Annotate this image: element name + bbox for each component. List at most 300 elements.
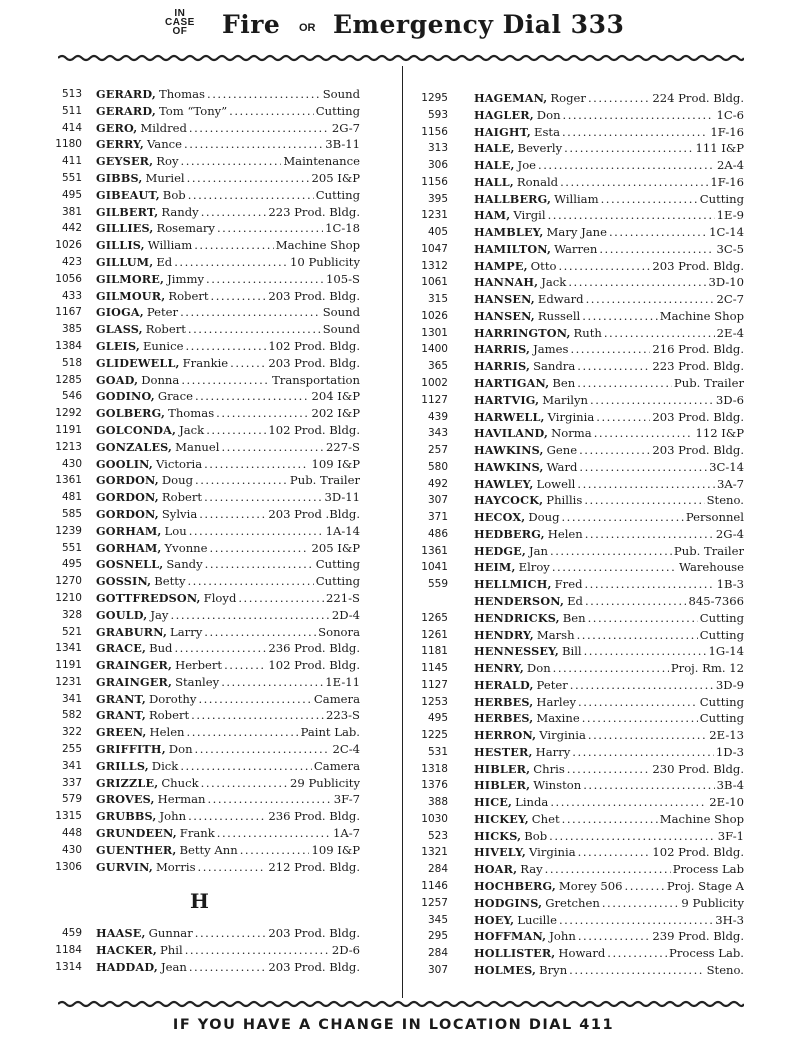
first-name: Maxine <box>536 711 580 726</box>
extension-number: 1146 <box>421 879 448 892</box>
entry-text <box>96 355 360 372</box>
first-name: Elroy <box>518 560 550 575</box>
last-name: HAASE, <box>96 926 146 941</box>
extension-number: 1285 <box>55 373 82 386</box>
entry-text <box>474 744 744 761</box>
first-name: Ward <box>546 459 578 474</box>
first-name: Esta <box>534 124 560 139</box>
leader-dots <box>563 107 715 124</box>
directory-entry <box>406 576 744 593</box>
extension-number: 1261 <box>421 628 448 641</box>
last-name: GOSSIN, <box>96 574 152 589</box>
directory-entry <box>406 660 744 677</box>
first-name: Betty <box>154 574 186 589</box>
last-name: HAMPE, <box>474 258 528 273</box>
directory-entry <box>40 791 360 808</box>
first-name: Jan <box>528 543 549 558</box>
entry-text <box>474 643 744 660</box>
directory-entry <box>40 959 360 976</box>
entry-text <box>474 912 744 929</box>
directory-entry <box>406 107 744 124</box>
location: Cutting <box>699 694 744 709</box>
directory-entry <box>406 274 744 291</box>
left-entry-list-h <box>40 925 360 975</box>
extension-number: 430 <box>61 457 82 470</box>
extension-number: 579 <box>61 793 82 806</box>
leader-dots <box>188 573 314 590</box>
leader-dots <box>195 388 310 405</box>
leader-dots <box>625 878 665 895</box>
location: Cutting <box>315 103 360 118</box>
location: 3C-5 <box>716 241 744 256</box>
entry-text <box>96 573 360 590</box>
leader-dots <box>211 288 267 305</box>
last-name: GRIFFITH, <box>96 742 166 757</box>
leader-dots <box>204 489 322 506</box>
entry-text <box>474 811 744 828</box>
directory-entry <box>40 942 360 959</box>
leader-dots <box>199 506 266 523</box>
directory-entry <box>406 878 744 895</box>
first-name: Gretchen <box>545 895 600 910</box>
entry-text <box>474 442 744 459</box>
entry-text <box>474 274 744 291</box>
last-name: GLEIS, <box>96 338 140 353</box>
directory-entry <box>40 775 360 792</box>
entry-text <box>96 741 360 758</box>
entry-text <box>474 945 744 962</box>
leader-dots <box>184 136 323 153</box>
directory-entry <box>40 724 360 741</box>
first-name: Norma <box>551 426 592 441</box>
last-name: HALE, <box>474 158 515 173</box>
first-name: Herbert <box>175 658 223 673</box>
entry-text <box>474 660 744 677</box>
directory-entry <box>406 442 744 459</box>
extension-number: 414 <box>61 121 82 134</box>
first-name: Gunnar <box>148 926 193 941</box>
last-name: HANSEN, <box>474 308 535 323</box>
extension-number: 1145 <box>421 662 448 675</box>
entry-text <box>474 207 744 224</box>
extension-number: 1257 <box>421 896 448 909</box>
extension-number: 531 <box>427 745 448 758</box>
directory-entry <box>40 707 360 724</box>
entry-text <box>96 590 360 607</box>
entry-text <box>474 107 744 124</box>
location: Sound <box>322 305 360 320</box>
leader-dots <box>187 170 310 187</box>
extension-number: 1156 <box>421 125 448 138</box>
last-name: GOSNELL, <box>96 557 164 572</box>
last-name: HAM, <box>474 208 511 223</box>
extension-number: 495 <box>427 712 448 725</box>
entry-text <box>96 204 360 221</box>
extension-number: 430 <box>61 843 82 856</box>
first-name: Ray <box>520 862 543 877</box>
first-name: Ed <box>156 254 173 269</box>
last-name: GONZALES, <box>96 439 173 454</box>
directory-entry <box>406 459 744 476</box>
last-name: GRAINGER, <box>96 658 173 673</box>
entry-text <box>96 405 360 422</box>
extension-number: 1231 <box>421 209 448 222</box>
leader-dots <box>585 576 715 593</box>
directory-entry <box>40 422 360 439</box>
leader-dots <box>189 959 266 976</box>
first-name: Edward <box>537 292 584 307</box>
leader-dots <box>221 439 324 456</box>
leader-dots <box>224 657 266 674</box>
last-name: HAGLER, <box>474 107 534 122</box>
entry-text <box>96 86 360 103</box>
column-divider <box>402 66 403 998</box>
last-name: HEIM, <box>474 560 516 575</box>
leader-dots <box>205 556 314 573</box>
first-name: Ben <box>552 376 576 391</box>
entry-text <box>474 492 744 509</box>
extension-number: 313 <box>427 142 448 155</box>
directory-entry <box>406 643 744 660</box>
directory-entry <box>40 808 360 825</box>
location: 223 Prod. Bldg. <box>652 359 744 374</box>
first-name: Bud <box>149 641 173 656</box>
location: Cutting <box>315 574 360 589</box>
last-name: GRIZZLE, <box>96 775 159 790</box>
location: 223-S <box>326 708 360 723</box>
leader-dots <box>204 456 309 473</box>
location: 221-S <box>326 590 360 605</box>
location: 3C-14 <box>709 459 744 474</box>
last-name: HARWELL, <box>474 409 545 424</box>
first-name: Chris <box>533 761 565 776</box>
entry-text <box>96 187 360 204</box>
leader-dots <box>195 925 267 942</box>
extension-number: 307 <box>427 494 448 507</box>
directory-entry <box>406 777 744 794</box>
leader-dots <box>582 710 698 727</box>
location: 236 Prod. Bldg. <box>268 809 360 824</box>
directory-entry <box>406 409 744 426</box>
location: 3H-3 <box>715 912 744 927</box>
location: 203 Prod. Bldg. <box>268 960 360 975</box>
directory-entry <box>406 895 744 912</box>
entry-text <box>96 707 360 724</box>
leader-dots <box>577 476 715 493</box>
leader-dots <box>568 274 706 291</box>
extension-number: 442 <box>61 222 82 235</box>
extension-number: 582 <box>61 709 82 722</box>
entry-text <box>474 627 744 644</box>
last-name: GLIDEWELL, <box>96 355 180 370</box>
extension-number: 284 <box>427 947 448 960</box>
extension-number: 1167 <box>55 306 82 319</box>
last-name: GILLUM, <box>96 254 154 269</box>
first-name: Don <box>168 742 193 757</box>
extension-number: 255 <box>61 743 82 756</box>
extension-number: 1361 <box>55 474 82 487</box>
location: 3D-6 <box>715 392 744 407</box>
directory-entry <box>40 271 360 288</box>
last-name: GORHAM, <box>96 523 162 538</box>
last-name: HAMBLEY, <box>474 225 544 240</box>
location: Pub. Trailer <box>673 376 744 391</box>
directory-entry <box>40 506 360 523</box>
entry-text <box>474 962 744 979</box>
first-name: Chuck <box>161 775 199 790</box>
location: 102 Prod. Bldg. <box>268 658 360 673</box>
entry-text <box>474 861 744 878</box>
location: 2A-4 <box>716 158 744 173</box>
last-name: GOLBERG, <box>96 406 166 421</box>
directory-entry <box>40 204 360 221</box>
directory-entry <box>40 254 360 271</box>
last-name: HESTER, <box>474 744 533 759</box>
last-name: HIBLER, <box>474 778 531 793</box>
location: 3F-7 <box>333 792 360 807</box>
directory-entry <box>406 844 744 861</box>
leader-dots <box>582 308 657 325</box>
last-name: HACKER, <box>96 943 157 958</box>
entry-text <box>96 808 360 825</box>
leader-dots <box>180 304 321 321</box>
leader-dots <box>560 174 708 191</box>
location: 1B-3 <box>716 577 744 592</box>
directory-entry <box>40 170 360 187</box>
directory-entry <box>40 540 360 557</box>
extension-number: 486 <box>427 527 448 540</box>
leader-dots <box>601 191 698 208</box>
entry-text <box>96 153 360 170</box>
last-name: HICE, <box>474 795 513 810</box>
location: 203 Prod. Bldg. <box>268 926 360 941</box>
location: 204 I&P <box>311 389 360 404</box>
last-name: HANSEN, <box>474 292 535 307</box>
location: Camera <box>313 691 360 706</box>
last-name: HOLLISTER, <box>474 946 556 961</box>
entry-text <box>96 523 360 540</box>
first-name: James <box>533 342 569 357</box>
first-name: Tom “Tony” <box>158 103 228 118</box>
leader-dots <box>602 895 680 912</box>
location: 2G-7 <box>331 120 360 135</box>
location: 3D-9 <box>715 677 744 692</box>
leader-dots <box>577 627 698 644</box>
leader-dots <box>578 694 698 711</box>
location-change-footer: IF YOU HAVE A CHANGE IN LOCATION DIAL 411 <box>172 1017 615 1033</box>
first-name: Bill <box>561 644 582 659</box>
entry-text <box>96 925 360 942</box>
first-name: Frankie <box>182 355 229 370</box>
location: 9 Publicity <box>681 895 744 910</box>
entry-text <box>474 392 744 409</box>
directory-entry <box>40 372 360 389</box>
entry-text <box>474 878 744 895</box>
location: Personnel <box>685 510 744 525</box>
first-name: Russell <box>537 308 581 323</box>
entry-text <box>474 593 744 610</box>
last-name: GILLIS, <box>96 238 145 253</box>
directory-entry <box>406 912 744 929</box>
leader-dots <box>599 241 714 258</box>
directory-entry <box>406 559 744 576</box>
entry-text <box>474 509 744 526</box>
location: 1F-16 <box>710 124 744 139</box>
entry-text <box>96 540 360 557</box>
location: 202 I&P <box>311 406 360 421</box>
leader-dots <box>198 691 311 708</box>
location: Cutting <box>315 187 360 202</box>
location: 10 Publicity <box>290 254 360 269</box>
location: 1A-7 <box>332 826 360 841</box>
location: Cutting <box>699 711 744 726</box>
directory-entry <box>406 392 744 409</box>
location: Process Lab. <box>669 946 744 961</box>
directory-entry <box>406 174 744 191</box>
section-h-letter: H <box>190 889 209 914</box>
extension-number: 1231 <box>55 675 82 688</box>
first-name: Jay <box>150 607 169 622</box>
extension-number: 448 <box>61 827 82 840</box>
extension-number: 1292 <box>55 407 82 420</box>
directory-entry <box>406 291 744 308</box>
last-name: HENRY, <box>474 661 524 676</box>
entry-text <box>474 677 744 694</box>
first-name: Morris <box>155 859 196 874</box>
leader-dots <box>185 338 266 355</box>
extension-number: 1030 <box>421 812 448 825</box>
first-name: Larry <box>170 624 203 639</box>
location: 2C-7 <box>716 292 744 307</box>
location: Warehouse <box>679 560 744 575</box>
extension-number: 365 <box>427 360 448 373</box>
last-name: GILBERT, <box>96 204 159 219</box>
extension-number: 585 <box>61 507 82 520</box>
directory-entry <box>406 207 744 224</box>
last-name: GILMORE, <box>96 271 165 286</box>
entry-text <box>96 674 360 691</box>
location: 203 Prod .Bldg. <box>268 506 360 521</box>
extension-number: 385 <box>61 323 82 336</box>
extension-number: 492 <box>427 477 448 490</box>
entry-text <box>474 174 744 191</box>
extension-number: 328 <box>61 608 82 621</box>
last-name: GERARD, <box>96 103 156 118</box>
entry-text <box>96 624 360 641</box>
first-name: Robert <box>145 322 186 337</box>
first-name: Betty Ann <box>179 842 238 857</box>
first-name: Doug <box>161 473 194 488</box>
entry-text <box>474 124 744 141</box>
last-name: GOLCONDA, <box>96 422 177 437</box>
directory-entry <box>40 388 360 405</box>
directory-entry <box>40 456 360 473</box>
entry-text <box>96 640 360 657</box>
directory-entry <box>406 543 744 560</box>
last-name: HARRINGTON, <box>474 325 571 340</box>
entry-text <box>474 727 744 744</box>
last-name: HOEY, <box>474 912 515 927</box>
extension-number: 559 <box>427 578 448 591</box>
leader-dots <box>206 422 266 439</box>
leader-dots <box>217 220 323 237</box>
extension-number: 551 <box>61 541 82 554</box>
location: Pub. Trailer <box>673 543 744 558</box>
first-name: Frank <box>179 826 215 841</box>
leader-dots <box>185 942 330 959</box>
location: Pub. Trailer <box>289 473 360 488</box>
last-name: HENDRICKS, <box>474 610 560 625</box>
location: 105-S <box>326 271 360 286</box>
first-name: Don <box>536 107 561 122</box>
extension-number: 593 <box>427 108 448 121</box>
directory-entry <box>406 140 744 157</box>
leader-dots <box>550 794 707 811</box>
leader-dots <box>549 828 716 845</box>
first-name: Virginia <box>539 728 586 743</box>
extension-number: 1026 <box>421 309 448 322</box>
directory-entry <box>406 492 744 509</box>
location: 205 I&P <box>311 170 360 185</box>
last-name: GRAINGER, <box>96 674 173 689</box>
last-name: HAMILTON, <box>474 241 552 256</box>
location: 102 Prod. Bldg. <box>268 338 360 353</box>
leader-dots <box>195 472 288 489</box>
entry-text <box>96 288 360 305</box>
extension-number: 1341 <box>55 642 82 655</box>
bottom-wavy-rule <box>58 1000 744 1008</box>
leader-dots <box>189 523 324 540</box>
location: 109 I&P <box>311 456 360 471</box>
extension-number: 388 <box>427 796 448 809</box>
leader-dots <box>548 207 715 224</box>
leader-dots <box>198 859 267 876</box>
entry-text <box>96 825 360 842</box>
location: 3F-1 <box>717 828 744 843</box>
last-name: HERBES, <box>474 694 534 709</box>
directory-entry <box>40 859 360 876</box>
first-name: Roger <box>550 91 586 105</box>
directory-entry <box>40 120 360 137</box>
leader-dots <box>590 392 714 409</box>
leader-dots <box>201 204 267 221</box>
extension-number: 1315 <box>55 810 82 823</box>
first-name: Ben <box>562 610 586 625</box>
leader-dots <box>553 660 669 677</box>
leader-dots <box>550 543 672 560</box>
first-name: Jack <box>179 422 205 437</box>
location: Transportation <box>272 372 360 387</box>
location: 3D-10 <box>708 275 744 290</box>
leader-dots <box>572 744 714 761</box>
last-name: GIOGA, <box>96 305 144 320</box>
leader-dots <box>594 425 694 442</box>
leader-dots <box>564 140 693 157</box>
first-name: Ronald <box>516 174 559 189</box>
first-name: Yvonne <box>164 540 208 555</box>
last-name: HENDERSON, <box>474 593 565 608</box>
entry-text <box>96 959 360 976</box>
first-name: Marsh <box>536 627 575 642</box>
leader-dots <box>210 540 310 557</box>
location: 239 Prod. Bldg. <box>652 929 744 944</box>
entry-text <box>96 304 360 321</box>
last-name: HOAR, <box>474 862 518 877</box>
location: 102 Prod. Bldg. <box>652 845 744 860</box>
first-name: Mildred <box>140 120 187 135</box>
location: 236 Prod. Bldg. <box>268 641 360 656</box>
extension-number: 284 <box>427 863 448 876</box>
